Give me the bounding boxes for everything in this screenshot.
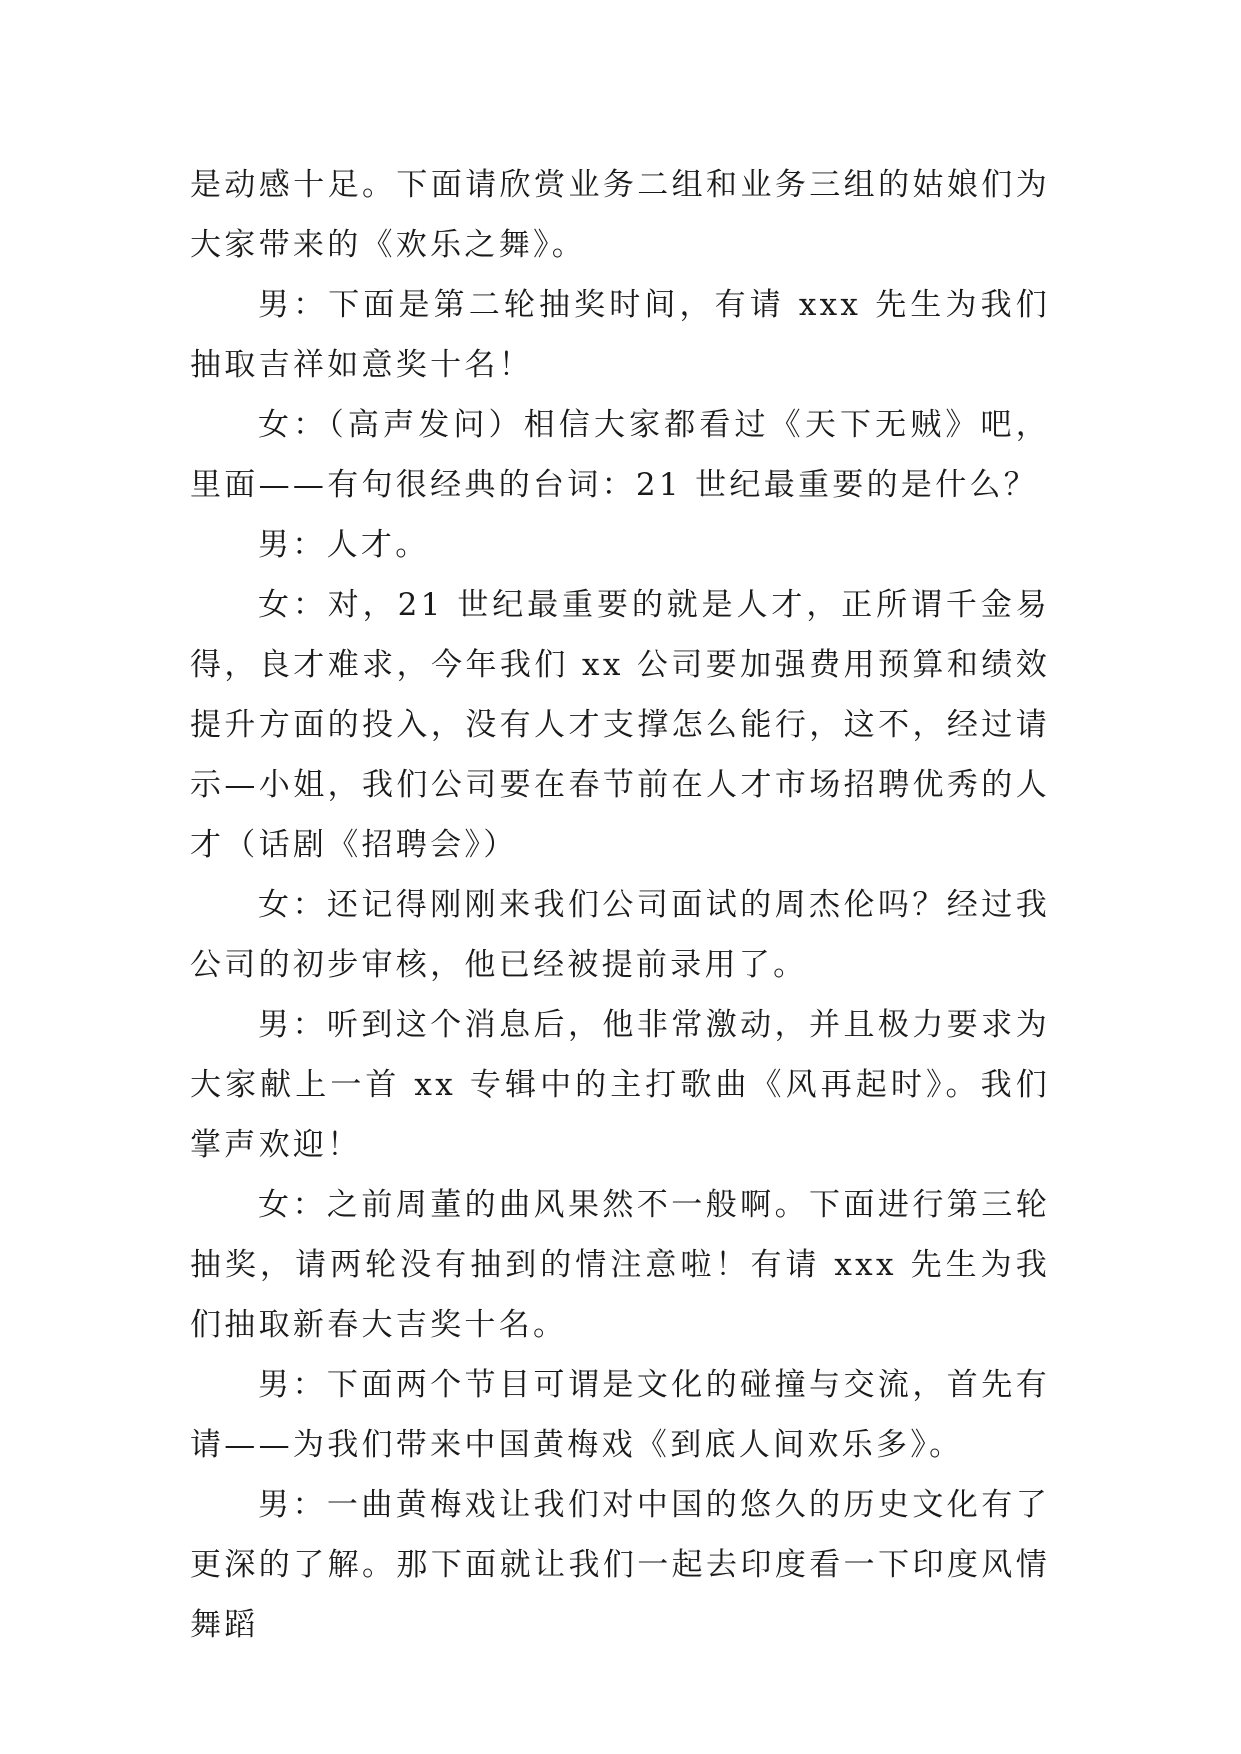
- paragraph-continuation: 是动感十足。下面请欣赏业务二组和业务三组的姑娘们为大家带来的《欢乐之舞》。: [190, 167, 1050, 263]
- paragraph: 女：（高声发问）相信大家都看过《天下无贼》吧，里面——有句很经典的台词：21 世纪最重要的是什么？: [190, 407, 1050, 503]
- document-body: [190, 155, 1050, 1655]
- paragraph: 女：还记得刚刚来我们公司面试的周杰伦吗？经过我公司的初步审核，他已经被提前录用了。: [190, 887, 1050, 983]
- paragraph: 女：对，21 世纪最重要的就是人才，正所谓千金易得，良才难求，今年我们 xx 公司要加强费用预算和绩效提升方面的投入，没有人才支撑怎么能行，这不，经过请示—小姐，我们公司要在春节前在人才市场招聘优秀的人才（话剧《招聘会》）: [190, 587, 1050, 863]
- paragraph: 男：人才。: [258, 527, 430, 563]
- paragraph: 男：一曲黄梅戏让我们对中国的悠久的历史文化有了更深的了解。那下面就让我们一起去印度看一下印度风情舞蹈: [190, 1487, 1050, 1643]
- paragraph: 男：听到这个消息后，他非常激动，并且极力要求为大家献上一首 xx 专辑中的主打歌曲《风再起时》。我们掌声欢迎！: [190, 1007, 1050, 1163]
- paragraph: 男：下面是第二轮抽奖时间，有请 xxx 先生为我们抽取吉祥如意奖十名！: [190, 287, 1050, 383]
- paragraph: 女：之前周董的曲风果然不一般啊。下面进行第三轮抽奖，请两轮没有抽到的情注意啦！有请 xxx 先生为我们抽取新春大吉奖十名。: [190, 1187, 1050, 1343]
- paragraph: 男：下面两个节目可谓是文化的碰撞与交流，首先有请——为我们带来中国黄梅戏《到底人间欢乐多》。: [190, 1367, 1050, 1463]
